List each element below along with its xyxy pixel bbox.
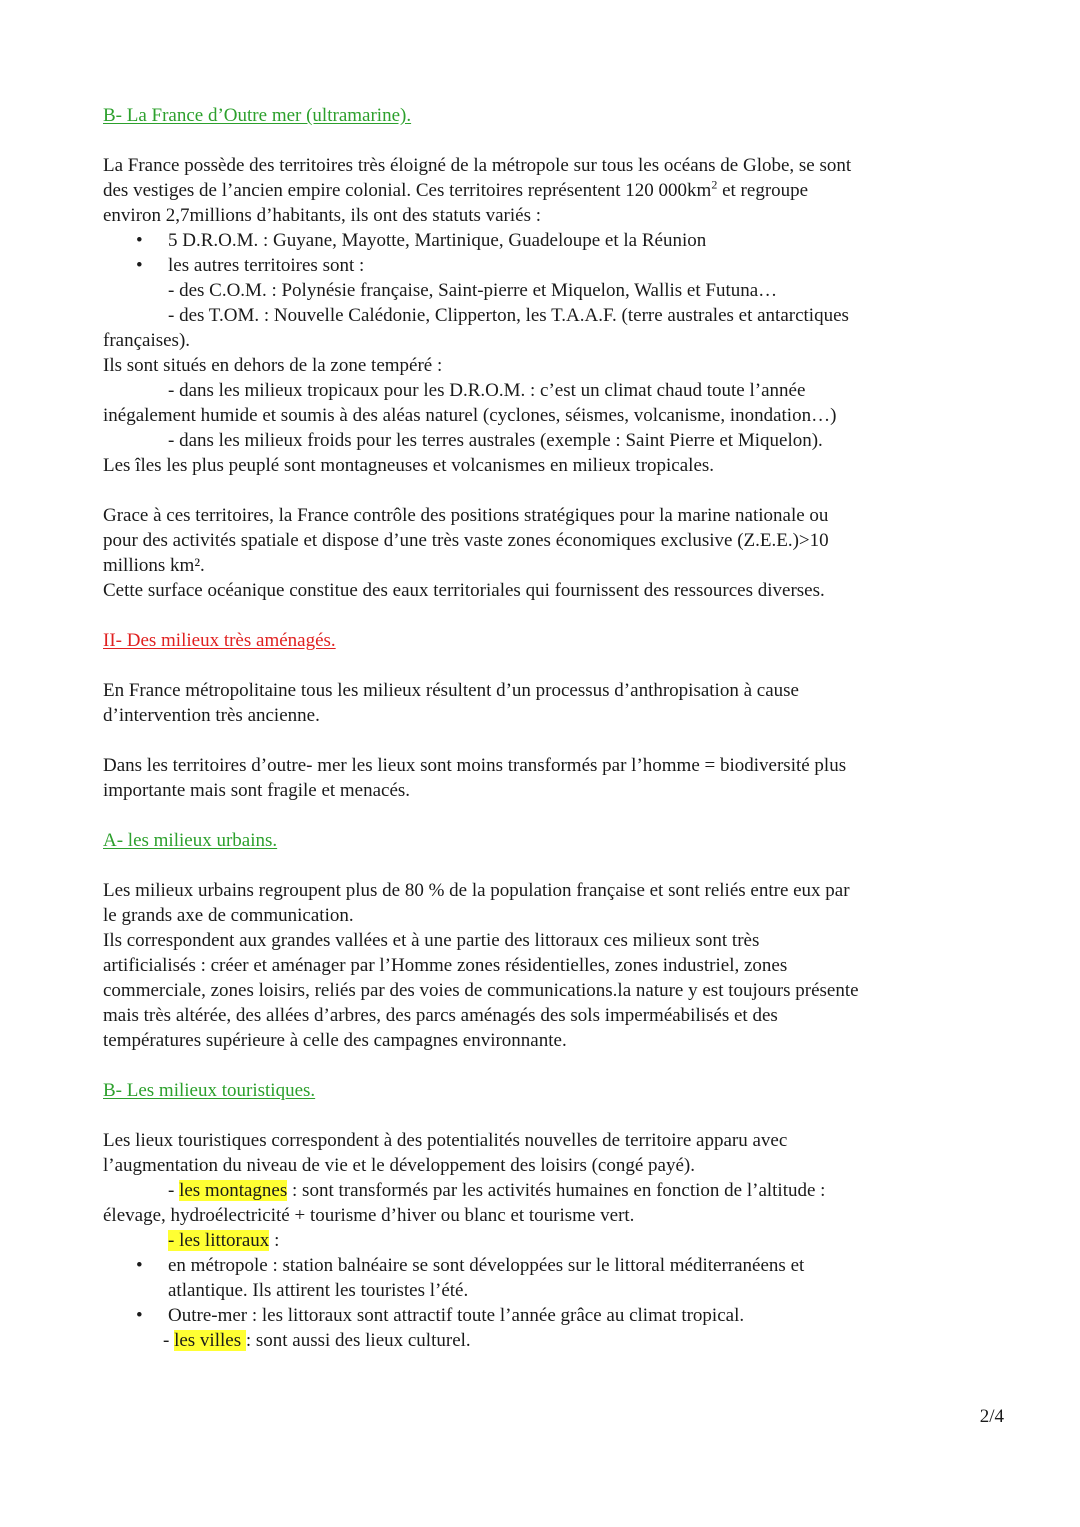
bullet-icon: •	[136, 1255, 143, 1276]
bullet-item-outre-mer: • Outre-mer : les littoraux sont attractif toute l’année grâce au climat tropical.	[136, 1305, 745, 1326]
highlight-montagnes: les montagnes	[179, 1180, 288, 1201]
paragraph-line: élevage, hydroélectricité + tourisme d’hiver ou blanc et tourisme vert.	[103, 1205, 635, 1226]
paragraph-line: artificialisés : créer et aménager par l’Homme zones résidentielles, zones industriel, zones	[103, 955, 788, 976]
highlight-villes: les villes	[174, 1330, 246, 1351]
paragraph-line: températures supérieure à celle des campagnes environnante.	[103, 1030, 567, 1051]
paragraph-line: mais très altérée, des allées d’arbres, des parcs aménagés des sols imperméabilisés et des	[103, 1005, 778, 1026]
paragraph-line: françaises).	[103, 330, 191, 351]
paragraph-line: Les îles les plus peuplé sont montagneuses et volcanismes en milieux tropicales.	[103, 455, 715, 476]
paragraph-line: environ 2,7millions d’habitants, ils ont des statuts variés :	[103, 205, 542, 226]
paragraph-line: l’augmentation du niveau de vie et le développement des loisirs (congé payé).	[103, 1155, 695, 1176]
paragraph-line: atlantique. Ils attirent les touristes l’été.	[168, 1280, 469, 1301]
paragraph-line: d’intervention très ancienne.	[103, 705, 320, 726]
paragraph-line: Cette surface océanique constitue des eaux territoriales qui fournissent des ressources diverses.	[103, 580, 825, 601]
dash-item-com: - des C.O.M. : Polynésie française, Saint-pierre et Miquelon, Wallis et Futuna…	[168, 280, 778, 301]
bullet-icon: •	[136, 255, 143, 276]
paragraph-line: commerciale, zones loisirs, reliés par des voies de communications.la nature y est toujours présente	[103, 980, 859, 1001]
section-title-urbains: A- les milieux urbains.	[103, 830, 278, 851]
section-title-outre-mer: B- La France d’Outre mer (ultramarine).	[103, 105, 412, 126]
paragraph-line: millions km².	[103, 555, 205, 576]
dash-item-villes: - les villes : sont aussi des lieux culturel.	[163, 1330, 471, 1351]
paragraph-line: Grace à ces territoires, la France contrôle des positions stratégiques pour la marine nationale ou	[103, 505, 829, 526]
dash-item-froids: - dans les milieux froids pour les terres australes (exemple : Saint Pierre et Miquelon).	[168, 430, 823, 451]
section-title-amenages: II- Des milieux très aménagés.	[103, 630, 336, 651]
paragraph-line: inégalement humide et soumis à des aléas naturel (cyclones, séismes, volcanisme, inondation…)	[103, 405, 837, 426]
bullet-icon: •	[136, 1305, 143, 1326]
paragraph-line: Les lieux touristiques correspondent à des potentialités nouvelles de territoire apparu avec	[103, 1130, 788, 1151]
paragraph-line: Ils correspondent aux grandes vallées et à une partie des littoraux ces milieux sont très	[103, 930, 760, 951]
dash-item-tropicaux: - dans les milieux tropicaux pour les D.R.O.M. : c’est un climat chaud toute l’année	[168, 380, 806, 401]
page-number: 2/4	[979, 1406, 1004, 1427]
paragraph-line: pour des activités spatiale et dispose d’une très vaste zones économiques exclusive (Z.E.E.)>10	[103, 530, 829, 551]
dash-item-littoraux: - les littoraux :	[168, 1230, 280, 1251]
bullet-item-autres: • les autres territoires sont :	[136, 255, 365, 276]
paragraph-line: des vestiges de l’ancien empire colonial. Ces territoires représentent 120 $000km^2$ et regroupe	[103, 177, 809, 201]
section-title-touristiques: B- Les milieux touristiques.	[103, 1080, 316, 1101]
paragraph-line: La France possède des territoires très éloigné de la métropole sur tous les océans de Globe, se sont	[103, 155, 852, 176]
dash-item-montagnes: - les montagnes : sont transformés par les activités humaines en fonction de l’altitude :	[168, 1180, 826, 1201]
superscript: 2	[711, 177, 718, 192]
paragraph-line: Ils sont situés en dehors de la zone tempéré :	[103, 355, 443, 376]
document-page	[103, 103, 983, 1353]
paragraph-line: le grands axe de communication.	[103, 905, 354, 926]
paragraph-line: En France métropolitaine tous les milieux résultent d’un processus d’anthropisation à cause	[103, 680, 799, 701]
bullet-icon: •	[136, 230, 143, 251]
paragraph-line: Dans les territoires d’outre- mer les lieux sont moins transformés par l’homme = biodiversité plus	[103, 755, 847, 776]
highlight-littoraux: - les littoraux	[168, 1230, 270, 1251]
paragraph-line: Les milieux urbains regroupent plus de 80 % de la population française et sont reliés entre eux par	[103, 880, 850, 901]
bullet-item-drom: • 5 D.R.O.M. : Guyane, Mayotte, Martinique, Guadeloupe et la Réunion	[136, 230, 707, 251]
dash-item-tom: - des T.OM. : Nouvelle Calédonie, Clipperton, les T.A.A.F. (terre australes et antarctiques	[168, 305, 849, 326]
bullet-item-metropole: • en métropole : station balnéaire se sont développées sur le littoral méditerranéens et	[136, 1255, 805, 1276]
paragraph-line: importante mais sont fragile et menacés.	[103, 780, 411, 801]
